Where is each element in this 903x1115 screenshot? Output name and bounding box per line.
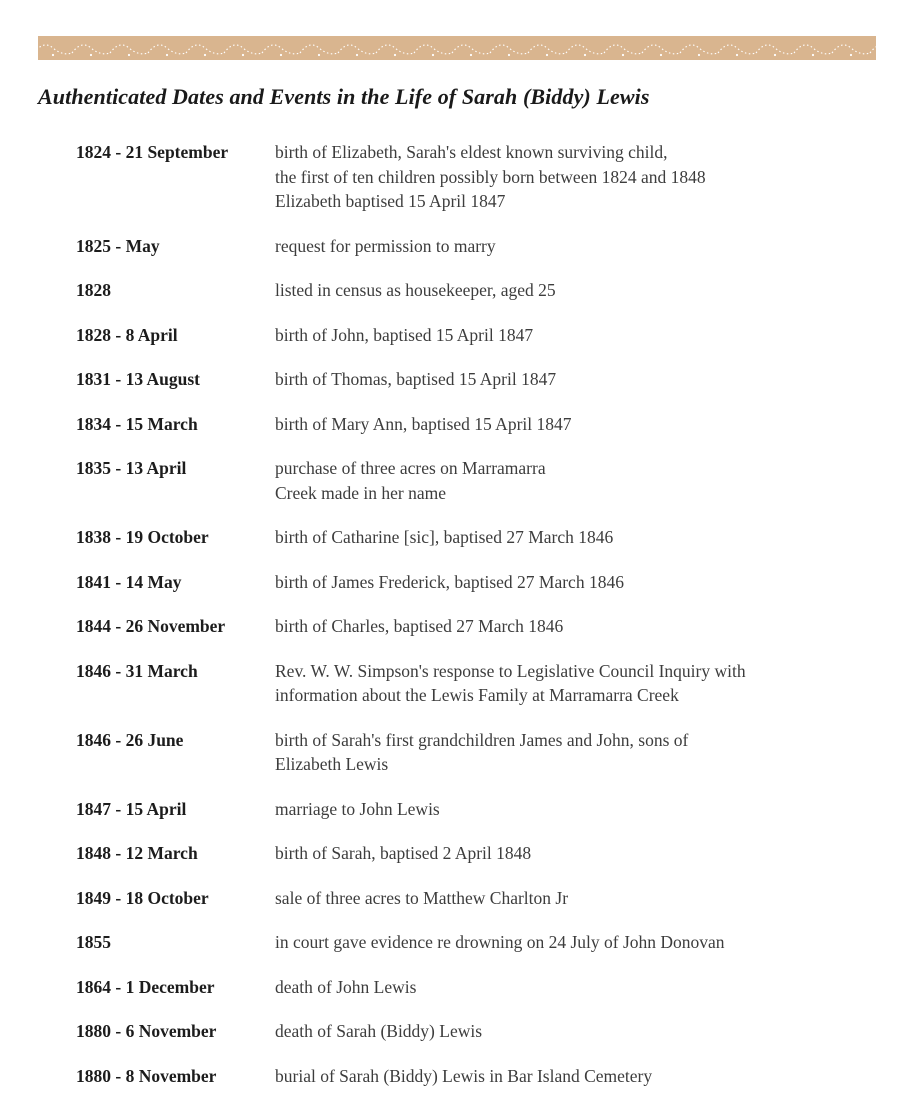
event-date: 1828 <box>76 280 111 300</box>
event-date: 1848 - 12 March <box>76 843 198 863</box>
event-description-line: request for permission to marry <box>275 235 496 256</box>
event-description <box>275 525 866 550</box>
event-description-line: sale of three acres to Matthew Charlton Jr <box>275 887 569 908</box>
event-description <box>275 323 866 348</box>
event-description-line: death of Sarah (Biddy) Lewis <box>275 1021 483 1041</box>
event-description-line: Creek made in her name <box>275 482 447 503</box>
timeline-row <box>76 323 866 348</box>
timeline-row <box>76 930 866 955</box>
event-description-line: purchase of three acres on Marramarra <box>275 458 546 478</box>
event-date: 1880 - 8 November <box>76 1065 217 1086</box>
event-description-line: in court gave evidence re drowning on 24 July of John Donovan <box>275 932 725 952</box>
event-date: 1844 - 26 November <box>76 616 226 636</box>
event-description <box>275 367 866 392</box>
event-description-line: the first of ten children possibly born between 1824 and 1848 <box>275 166 706 187</box>
event-date: 1824 - 21 September <box>76 142 229 162</box>
banner-dot <box>394 54 396 56</box>
event-description-line: Elizabeth baptised 15 April 1847 <box>275 191 506 211</box>
timeline-row <box>76 525 866 550</box>
banner-dot <box>470 54 472 56</box>
banner-dot <box>52 54 54 56</box>
timeline-row <box>76 278 866 303</box>
event-description <box>275 1064 866 1089</box>
banner-dot <box>622 54 624 56</box>
event-description <box>275 841 866 866</box>
event-date: 1855 <box>76 932 111 952</box>
banner-dot <box>546 54 548 56</box>
timeline-row <box>76 234 866 259</box>
banner-dot <box>166 54 168 56</box>
timeline-row <box>76 412 866 437</box>
event-description-line: birth of Mary Ann, baptised 15 April 1847 <box>275 413 572 434</box>
event-description <box>275 1019 866 1044</box>
banner-dot <box>774 54 776 56</box>
banner-dot <box>128 54 130 56</box>
event-date: 1835 - 13 April <box>76 458 187 478</box>
event-description <box>275 975 866 1000</box>
timeline-row <box>76 140 866 214</box>
decorative-banner <box>38 36 876 60</box>
timeline-row <box>76 570 866 595</box>
timeline-row <box>76 975 866 1000</box>
timeline-row <box>76 659 866 708</box>
event-description <box>275 930 866 955</box>
event-description <box>275 456 866 505</box>
banner-dot <box>90 54 92 56</box>
event-description-line: birth of James Frederick, baptised 27 March 1846 <box>275 571 624 592</box>
timeline-row <box>76 456 866 505</box>
event-date: 1841 - 14 May <box>76 571 182 592</box>
timeline-row <box>76 1019 866 1044</box>
event-description <box>275 570 866 595</box>
event-date: 1847 - 15 April <box>76 798 187 819</box>
event-description <box>275 140 866 214</box>
event-date: 1828 - 8 April <box>76 324 178 345</box>
zigzag-pattern-icon <box>38 36 876 60</box>
event-date: 1846 - 26 June <box>76 729 184 750</box>
event-description <box>275 614 866 639</box>
timeline-row <box>76 886 866 911</box>
event-description <box>275 886 866 911</box>
banner-dot <box>242 54 244 56</box>
banner-dot <box>508 54 510 56</box>
event-description <box>275 659 866 708</box>
banner-dot <box>698 54 700 56</box>
event-description-line: Elizabeth Lewis <box>275 754 389 774</box>
event-description-line: birth of Charles, baptised 27 March 1846 <box>275 616 564 636</box>
event-date: 1838 - 19 October <box>76 527 209 547</box>
event-description-line: birth of Sarah, baptised 2 April 1848 <box>275 843 532 863</box>
event-description-line: birth of Sarah's first grandchildren James and John, sons of <box>275 729 689 750</box>
event-description <box>275 728 866 777</box>
banner-dot <box>356 54 358 56</box>
event-description <box>275 412 866 437</box>
event-description-line: burial of Sarah (Biddy) Lewis in Bar Island Cemetery <box>275 1065 653 1086</box>
banner-dot <box>280 54 282 56</box>
banner-dot <box>318 54 320 56</box>
event-date: 1825 - May <box>76 235 160 256</box>
event-description-line: listed in census as housekeeper, aged 25 <box>275 280 556 300</box>
event-description-line: birth of Thomas, baptised 15 April 1847 <box>275 369 557 389</box>
timeline-row <box>76 841 866 866</box>
event-date: 1831 - 13 August <box>76 369 200 389</box>
event-description-line: birth of Catharine [sic], baptised 27 March 1846 <box>275 527 614 547</box>
event-description-line: information about the Lewis Family at Marramarra Creek <box>275 685 679 705</box>
timeline-row <box>76 614 866 639</box>
timeline-row <box>76 797 866 822</box>
event-date: 1864 - 1 December <box>76 976 215 997</box>
timeline-row <box>76 367 866 392</box>
banner-dot <box>432 54 434 56</box>
timeline-row <box>76 1064 866 1089</box>
event-description <box>275 797 866 822</box>
banner-dot <box>204 54 206 56</box>
timeline-row <box>76 728 866 777</box>
banner-dot <box>812 54 814 56</box>
event-description <box>275 278 866 303</box>
event-date: 1849 - 18 October <box>76 887 209 908</box>
event-description <box>275 234 866 259</box>
banner-dot <box>584 54 586 56</box>
event-date: 1846 - 31 March <box>76 660 198 681</box>
event-description-line: Rev. W. W. Simpson's response to Legislative Council Inquiry with <box>275 660 746 681</box>
banner-wave-line <box>38 45 876 54</box>
banner-dot <box>850 54 852 56</box>
banner-dot <box>660 54 662 56</box>
event-description-line: death of John Lewis <box>275 976 417 997</box>
event-description-line: birth of Elizabeth, Sarah's eldest known surviving child, <box>275 142 668 162</box>
event-description-line: marriage to John Lewis <box>275 798 440 819</box>
event-date: 1880 - 6 November <box>76 1021 217 1041</box>
timeline-list <box>76 140 866 1088</box>
event-date: 1834 - 15 March <box>76 413 198 434</box>
event-description-line: birth of John, baptised 15 April 1847 <box>275 324 534 345</box>
page-title: Authenticated Dates and Events in the Life of Sarah (Biddy) Lewis <box>38 84 650 109</box>
banner-dot <box>736 54 738 56</box>
